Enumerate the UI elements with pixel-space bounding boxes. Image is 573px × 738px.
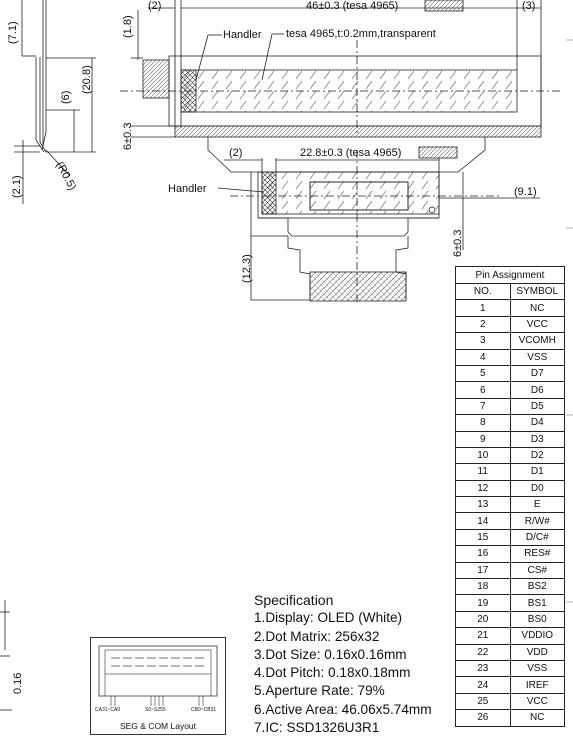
pin-number: 11 bbox=[456, 464, 511, 480]
pin-row bbox=[456, 398, 565, 414]
pin-symbol: D0 bbox=[510, 480, 565, 496]
spec-item: 1.Display: OLED (White) bbox=[254, 610, 403, 626]
pin-symbol: D3 bbox=[510, 431, 565, 447]
pin-number: 17 bbox=[456, 562, 511, 578]
pin-symbol: BS2 bbox=[510, 579, 565, 595]
pin-number: 4 bbox=[456, 349, 511, 365]
spec-item: 3.Dot Size: 0.16x0.16mm bbox=[254, 646, 407, 662]
pin-row bbox=[456, 529, 565, 545]
pin-number: 12 bbox=[456, 480, 511, 496]
label-tape-note: tesa 4965,t:0.2mm,transparent bbox=[286, 28, 436, 40]
handler-tab-lower bbox=[262, 172, 276, 214]
pin-row bbox=[456, 497, 565, 513]
seg-tick-s: S0~S255 bbox=[145, 707, 166, 713]
pin-row bbox=[456, 349, 565, 365]
dim-7-1: (7.1) bbox=[7, 21, 19, 44]
pin-symbol: VSS bbox=[510, 660, 565, 676]
pin-symbol: D6 bbox=[510, 382, 565, 398]
pin-row bbox=[456, 595, 565, 611]
pin-row bbox=[456, 693, 565, 709]
pin-symbol: NC bbox=[510, 300, 565, 316]
dim-2-lower: (2) bbox=[229, 147, 243, 159]
pin-table-body bbox=[456, 300, 565, 726]
pin-number: 23 bbox=[456, 660, 511, 676]
specification-title: Specification bbox=[254, 592, 334, 608]
pin-number: 26 bbox=[456, 710, 511, 726]
spec-item: 7.IC: SSD1326U3R1 bbox=[254, 720, 380, 736]
pin-row bbox=[456, 316, 565, 332]
pin-number: 9 bbox=[456, 431, 511, 447]
pin-number: 10 bbox=[456, 447, 511, 463]
dim-tape-top: 46±0.3 (tesa 4965) bbox=[306, 0, 399, 12]
pin-symbol: VCC bbox=[510, 693, 565, 709]
pin-row bbox=[456, 513, 565, 529]
label-handler-top: Handler bbox=[223, 29, 262, 41]
fpc-contact-area bbox=[310, 272, 406, 301]
flex-stub bbox=[143, 60, 169, 98]
spec-item: 5.Aperture Rate: 79% bbox=[254, 683, 385, 699]
pin-row bbox=[456, 628, 565, 644]
pin-table-title: Pin Assignment bbox=[456, 267, 565, 284]
dim-0-16: 0.16 bbox=[12, 672, 24, 694]
pin-symbol: RES# bbox=[510, 546, 565, 562]
pin-symbol: VCC bbox=[510, 316, 565, 332]
seg-com-diagram bbox=[91, 638, 225, 714]
dim-2-1: (2.1) bbox=[11, 175, 23, 198]
pin-row bbox=[456, 660, 565, 676]
pin-row bbox=[456, 464, 565, 480]
pin-row bbox=[456, 546, 565, 562]
pin-symbol: BS0 bbox=[510, 611, 565, 627]
pin-row bbox=[456, 710, 565, 726]
pin-assignment-table bbox=[455, 266, 565, 727]
pin-symbol: E bbox=[510, 497, 565, 513]
pin-symbol: VSS bbox=[510, 349, 565, 365]
pin-number: 15 bbox=[456, 529, 511, 545]
pin-number: 13 bbox=[456, 497, 511, 513]
spec-item: 4.Dot Pitch: 0.18x0.18mm bbox=[254, 665, 411, 681]
pin-symbol: D7 bbox=[510, 365, 565, 381]
pin-row bbox=[456, 677, 565, 693]
pin-symbol: NC bbox=[510, 710, 565, 726]
spec-item: 2.Dot Matrix: 256x32 bbox=[254, 628, 380, 644]
pin-number: 20 bbox=[456, 611, 511, 627]
specification-block bbox=[254, 591, 432, 737]
dim-20-8: (20.8) bbox=[81, 65, 93, 94]
legend-hatch-box bbox=[425, 0, 463, 11]
pin-col-no: NO. bbox=[456, 284, 511, 300]
pin-number: 14 bbox=[456, 513, 511, 529]
fpc-tail-labels bbox=[168, 147, 537, 283]
dim-1-8: (1.8) bbox=[122, 15, 134, 38]
pin-row bbox=[456, 431, 565, 447]
seg-com-caption: SEG & COM Layout bbox=[119, 721, 197, 731]
pin-number: 3 bbox=[456, 333, 511, 349]
pin-number: 25 bbox=[456, 693, 511, 709]
dot-size-detail bbox=[0, 600, 12, 710]
pin-row bbox=[456, 333, 565, 349]
pin-number: 1 bbox=[456, 300, 511, 316]
pin-number: 16 bbox=[456, 546, 511, 562]
pin-number: 24 bbox=[456, 677, 511, 693]
pin-table-header-row bbox=[456, 284, 565, 300]
dim-r0-5: (R0.5) bbox=[53, 159, 79, 193]
pin-number: 2 bbox=[456, 316, 511, 332]
pin-row bbox=[456, 382, 565, 398]
spec-item: 6.Active Area: 46.06x5.74mm bbox=[254, 701, 432, 717]
pin-symbol: D4 bbox=[510, 415, 565, 431]
dim-tape-lower: 22.8±0.3 (tesa 4965) bbox=[300, 147, 402, 159]
pin-row bbox=[456, 579, 565, 595]
dim-6-side: (6) bbox=[60, 90, 72, 104]
dim-6-left: 6±0.3 bbox=[122, 122, 134, 150]
dim-9-1: (9.1) bbox=[514, 186, 537, 198]
pin-symbol: D2 bbox=[510, 447, 565, 463]
dim-12-3: (12.3) bbox=[241, 254, 253, 283]
dim-3-top: (3) bbox=[522, 0, 536, 12]
seg-tick-cb: CB0~CB31 bbox=[191, 707, 217, 713]
pin-row bbox=[456, 480, 565, 496]
pin-symbol: R/W# bbox=[510, 513, 565, 529]
pin-number: 8 bbox=[456, 415, 511, 431]
pin-number: 22 bbox=[456, 644, 511, 660]
pin-symbol: D/C# bbox=[510, 529, 565, 545]
side-profile bbox=[14, 0, 96, 204]
pin-row bbox=[456, 300, 565, 316]
page-edge-marks bbox=[566, 40, 573, 602]
pin-number: 19 bbox=[456, 595, 511, 611]
pin-symbol: CS# bbox=[510, 562, 565, 578]
pin-row bbox=[456, 447, 565, 463]
pin-number: 6 bbox=[456, 382, 511, 398]
glass-edge bbox=[175, 126, 541, 137]
pin-table-caption-row bbox=[456, 267, 565, 284]
pin-row bbox=[456, 415, 565, 431]
pin-symbol: VCOMH bbox=[510, 333, 565, 349]
pin-symbol: IREF bbox=[510, 677, 565, 693]
pin-symbol: VDD bbox=[510, 644, 565, 660]
seg-tick-ca: CA31~CA0 bbox=[95, 707, 121, 713]
panel-top-view bbox=[120, 0, 560, 137]
legend-hatch-box-lower bbox=[419, 147, 457, 158]
pin-row bbox=[456, 562, 565, 578]
pin-row bbox=[456, 611, 565, 627]
label-handler-lower: Handler bbox=[168, 183, 207, 195]
pin-symbol: BS1 bbox=[510, 595, 565, 611]
pin-number: 18 bbox=[456, 579, 511, 595]
pin-row bbox=[456, 644, 565, 660]
dim-2-top: (2) bbox=[148, 0, 162, 12]
pin-symbol: D1 bbox=[510, 464, 565, 480]
pin-symbol: VDDIO bbox=[510, 628, 565, 644]
pin-symbol: D5 bbox=[510, 398, 565, 414]
pin-number: 7 bbox=[456, 398, 511, 414]
pin-col-symbol: SYMBOL bbox=[510, 284, 565, 300]
pin-row bbox=[456, 365, 565, 381]
pin-number: 21 bbox=[456, 628, 511, 644]
pin-number: 5 bbox=[456, 365, 511, 381]
dim-6-right: 6±0.3 bbox=[452, 229, 464, 257]
seg-com-layout bbox=[90, 637, 226, 735]
